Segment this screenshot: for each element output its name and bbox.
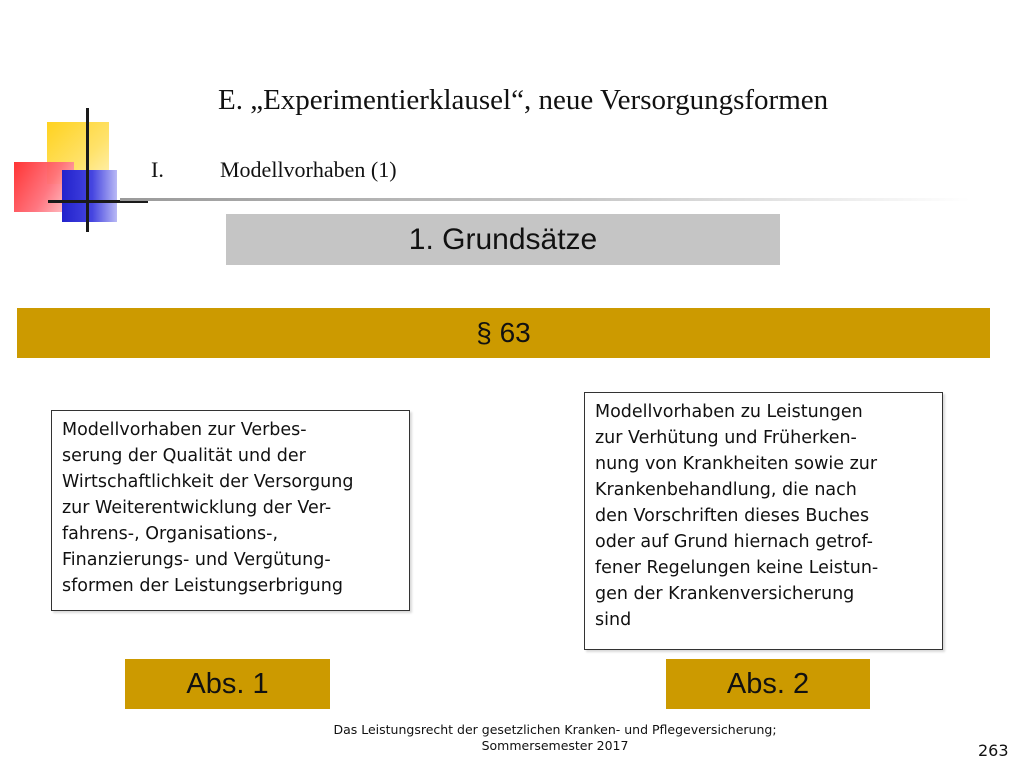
right-box-line: nung von Krankheiten sowie zur <box>595 454 878 474</box>
page-number: 263 <box>978 741 1009 760</box>
right-box-line: Krankenbehandlung, die nach <box>595 480 857 500</box>
logo-blue-square <box>62 170 117 222</box>
left-box-line: sformen der Leistungserbrigung <box>62 576 343 596</box>
right-box-line: den Vorschriften dieses Buches <box>595 506 870 526</box>
slide-subtitle: Modellvorhaben (1) <box>220 157 397 182</box>
footer <box>280 722 830 754</box>
left-box-line: Modellvorhaben zur Verbes- <box>62 420 307 440</box>
abs-2-label: Abs. 2 <box>666 659 870 709</box>
right-text-box <box>584 392 943 650</box>
footer-course-title: Das Leistungsrecht der gesetzlichen Kranken- und Pflegeversicherung; <box>333 722 777 737</box>
left-box-line: serung der Qualität und der <box>62 446 306 466</box>
slide-title: E. „Experimentierklausel“, neue Versorgungsformen <box>218 84 829 116</box>
left-box-line: Wirtschaftlichkeit der Versorgung <box>62 472 354 492</box>
abs-1-label: Abs. 1 <box>125 659 330 709</box>
right-box-line: gen der Krankenversicherung <box>595 584 855 604</box>
paragraph-heading: § 63 <box>476 317 531 348</box>
left-box-line: fahrens-, Organisations-, <box>62 524 279 544</box>
right-box-line: zur Verhütung und Früherken- <box>595 428 857 448</box>
section-heading: 1. Grundsätze <box>408 222 598 256</box>
left-box-line: Finanzierungs- und Vergütung- <box>62 550 331 570</box>
paragraph-heading-bar <box>17 308 990 358</box>
logo-vertical-line <box>86 108 89 232</box>
subtitle-number: I. <box>151 157 164 182</box>
right-box-line: Modellvorhaben zu Leistungen <box>595 402 863 422</box>
footer-semester: Sommersemester 2017 <box>481 738 629 753</box>
left-text-box <box>51 410 410 611</box>
right-box-line: oder auf Grund hiernach getrof- <box>595 532 873 552</box>
right-box-line: sind <box>595 610 632 630</box>
section-heading-bar <box>226 214 780 265</box>
decorative-logo <box>0 100 150 240</box>
header-divider <box>120 198 970 201</box>
left-box-line: zur Weiterentwicklung der Ver- <box>62 498 332 518</box>
right-box-line: fener Regelungen keine Leistun- <box>595 558 879 578</box>
